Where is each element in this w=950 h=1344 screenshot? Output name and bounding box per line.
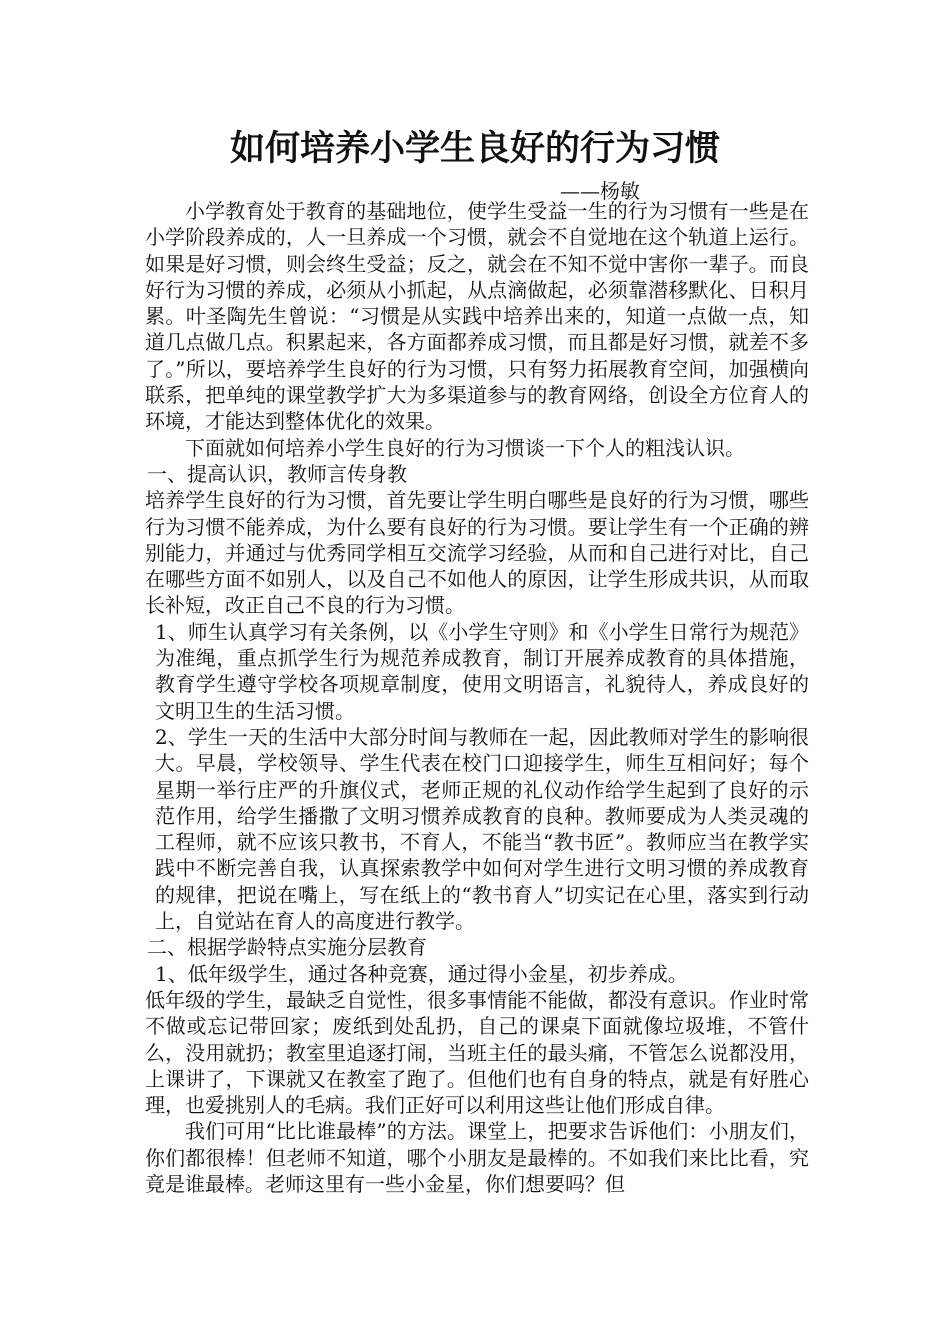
paragraph-item-1-2: 2、学生一天的生活中大部分时间与教师在一起，因此教师对学生的影响很大。早晨，学校领导、学生代表在校门口迎接学生，师生互相问好；每个星期一举行庄严的升旗仪式，老师正规的礼仪动作给学生起到了良好的示范作用，给学生播撒了文明习惯养成教育的良种。教师要成为人类灵魂的工程师，就不应该只教书，不育人，不能当“教书匠”。教师应当在教学实践中不断完善自我，认真探索教学中如何对学生进行文明习惯的养成教育的规律，把说在嘴上，写在纸上的“教书育人”切实记在心里，落实到行动上，自觉站在育人的高度进行教学。 — [155, 724, 809, 934]
paragraph-low-grade: 低年级的学生，最缺乏自觉性，很多事情能不能做，都没有意识。作业时常不做或忘记带回家；废纸到处乱扔，自己的课桌下面就像垃圾堆，不管什么，没用就扔；教室里追逐打闹，当班主任的最头痛，不管怎么说都没用，上课讲了，下课就又在教室了跑了。但他们也有自身的特点，就是有好胜心理，也爱挑别人的毛病。我们正好可以利用这些让他们形成自律。 — [145, 987, 809, 1118]
paragraph-item-2-1: 1、低年级学生，通过各种竞赛，通过得小金星，初步养成。 — [155, 961, 688, 986]
document-body — [145, 198, 809, 1197]
section-heading-1: 一、提高认识，教师言传身教 — [147, 461, 407, 486]
paragraph-intro: 小学教育处于教育的基础地位，使学生受益一生的行为习惯有一些是在小学阶段养成的，人一旦养成一个习惯，就会不自觉地在这个轨道上运行。如果是好习惯，则会终生受益；反之，就会在不知不觉中害你一辈子。而良好行为习惯的养成，必须从小抓起，从点滴做起，必须靠潜移默化、日积月累。叶圣陶先生曾说：“习惯是从实践中培养出来的，知道一点做一点，知道几点做几点。积累起来，各方面都养成习惯，而且都是好习惯，就差不多了。”所以，要培养学生良好的行为习惯，只有努力拓展教育空间，加强横向联系，把单纯的课堂教学扩大为多渠道参与的教育网络，创设全方位育人的环境，才能达到整体优化的效果。 — [145, 199, 809, 434]
paragraph-section-1: 培养学生良好的行为习惯，首先要让学生明白哪些是良好的行为习惯，哪些行为习惯不能养成，为什么要有良好的行为习惯。要让学生有一个正确的辨别能力，并通过与优秀同学相互交流学习经验，从而和自己进行对比，自己在哪些方面不如别人，以及自己不如他人的原因，让学生形成共识，从而取长补短，改正自己不良的行为习惯。 — [145, 488, 809, 618]
document-title: 如何培养小学生良好的行为习惯 — [229, 128, 720, 169]
paragraph-item-1-1: 1、师生认真学习有关条例，以《小学生守则》和《小学生日常行为规范》为准绳，重点抓学生行为规范养成教育，制订开展养成教育的具体措施，教育学生遵守学校各项规章制度，使用文明语言，礼貌待人，养成良好的文明卫生的生活习惯。 — [155, 619, 809, 723]
document-author: ——杨敏 — [560, 179, 640, 203]
paragraph-method: 我们可用“比比谁最棒”的方法。课堂上，把要求告诉他们：小朋友们，你们都很棒！但老师不知道，哪个小朋友是最棒的。不如我们来比比看，究竟是谁最棒。老师这里有一些小金星，你们想要吗？但 — [145, 1119, 809, 1196]
paragraph-lead-in: 下面就如何培养小学生良好的行为习惯谈一下个人的粗浅认识。 — [185, 435, 745, 460]
section-heading-2: 二、根据学龄特点实施分层教育 — [147, 935, 427, 960]
